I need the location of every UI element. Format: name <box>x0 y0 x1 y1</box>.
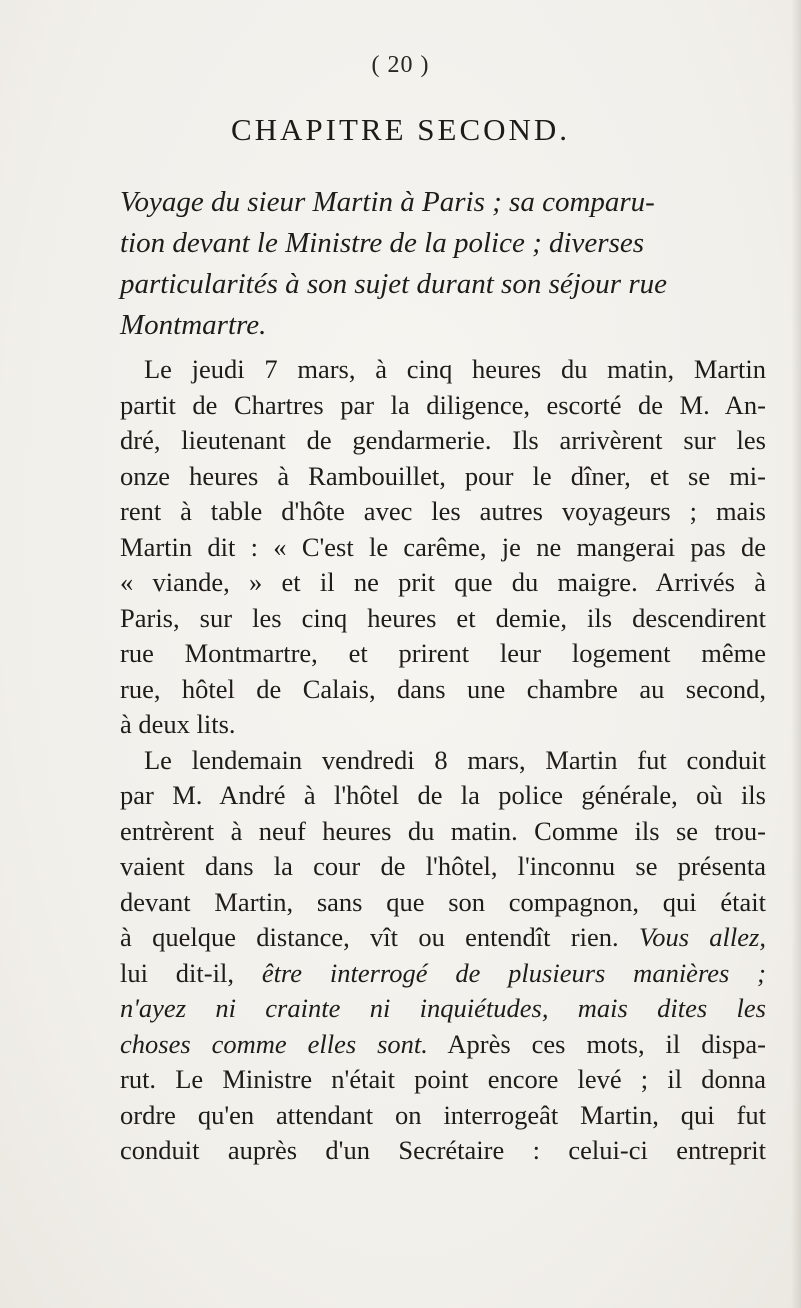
body-line-italic <box>120 991 766 1027</box>
body-line: dré, lieutenant de gendarmerie. Ils arrivèrent sur les <box>120 425 766 455</box>
body-line: par M. André à l'hôtel de la police générale, où ils <box>120 780 766 810</box>
summary-line: tion devant le Ministre de la police ; diverses <box>120 227 645 259</box>
body-line-mixed <box>120 920 766 956</box>
body-line: Le jeudi 7 mars, à cinq heures du matin, Martin <box>144 354 766 384</box>
body-line-text: à quelque distance, vît ou entendît rien. <box>120 922 619 952</box>
body-line-text: lui dit-il, <box>120 957 234 988</box>
body-line: rue, hôtel de Calais, dans une chambre au second, <box>120 673 766 704</box>
body-line: vaient dans la cour de l'hôtel, l'inconnu se présenta <box>120 851 766 881</box>
summary-line: Montmartre. <box>120 309 267 341</box>
body-line-mixed <box>120 956 766 992</box>
italic-fragment: n'ayez ni crainte ni inquiétudes, mais dites les <box>120 993 766 1023</box>
body-line: Martin dit : « C'est le carême, je ne mangerai pas de <box>120 531 766 562</box>
body-line-text: Après ces mots, il dispa- <box>447 1028 766 1059</box>
chapter-title: CHAPITRE SECOND. <box>230 112 571 147</box>
body-line: devant Martin, sans que son compagnon, qui était <box>120 886 766 917</box>
italic-fragment: être interrogé de plusieurs manières ; <box>261 957 767 988</box>
chapter-summary <box>120 182 760 346</box>
body-line: Le lendemain vendredi 8 mars, Martin fut conduit <box>144 744 766 775</box>
body-line: rue Montmartre, et prirent leur logement même <box>120 638 766 668</box>
body-line: Paris, sur les cinq heures et demie, ils descendirent <box>120 602 766 633</box>
italic-fragment: choses comme elles sont. <box>120 1028 428 1059</box>
body-line: rut. Le Ministre n'était point encore levé ; il donna <box>120 1064 766 1094</box>
body-line: partit de Chartres par la diligence, escorté de M. An- <box>120 389 766 420</box>
body-line: entrèrent à neuf heures du matin. Comme ils se trou- <box>120 815 766 846</box>
italic-fragment: Vous allez, <box>638 922 766 952</box>
body-line: « viande, » et il ne prit que du maigre. Arrivés à <box>120 567 766 597</box>
body-line: rent à table d'hôte avec les autres voyageurs ; mais <box>120 496 766 526</box>
body-text <box>120 352 766 1169</box>
body-line: conduit auprès d'un Secrétaire : celui-ci entreprit <box>120 1135 766 1165</box>
body-line: à deux lits. <box>120 709 236 739</box>
page-number: ( 20 ) <box>371 52 430 78</box>
page-edge-shadow <box>791 0 801 1308</box>
body-line: onze heures à Rambouillet, pour le dîner, et se mi- <box>120 460 766 491</box>
body-line: ordre qu'en attendant on interrogeât Martin, qui fut <box>120 1099 766 1130</box>
body-line-mixed <box>120 1027 766 1063</box>
summary-line: particularités à son sujet durant son séjour rue <box>120 268 667 300</box>
summary-line: Voyage du sieur Martin à Paris ; sa comparu- <box>120 186 655 218</box>
